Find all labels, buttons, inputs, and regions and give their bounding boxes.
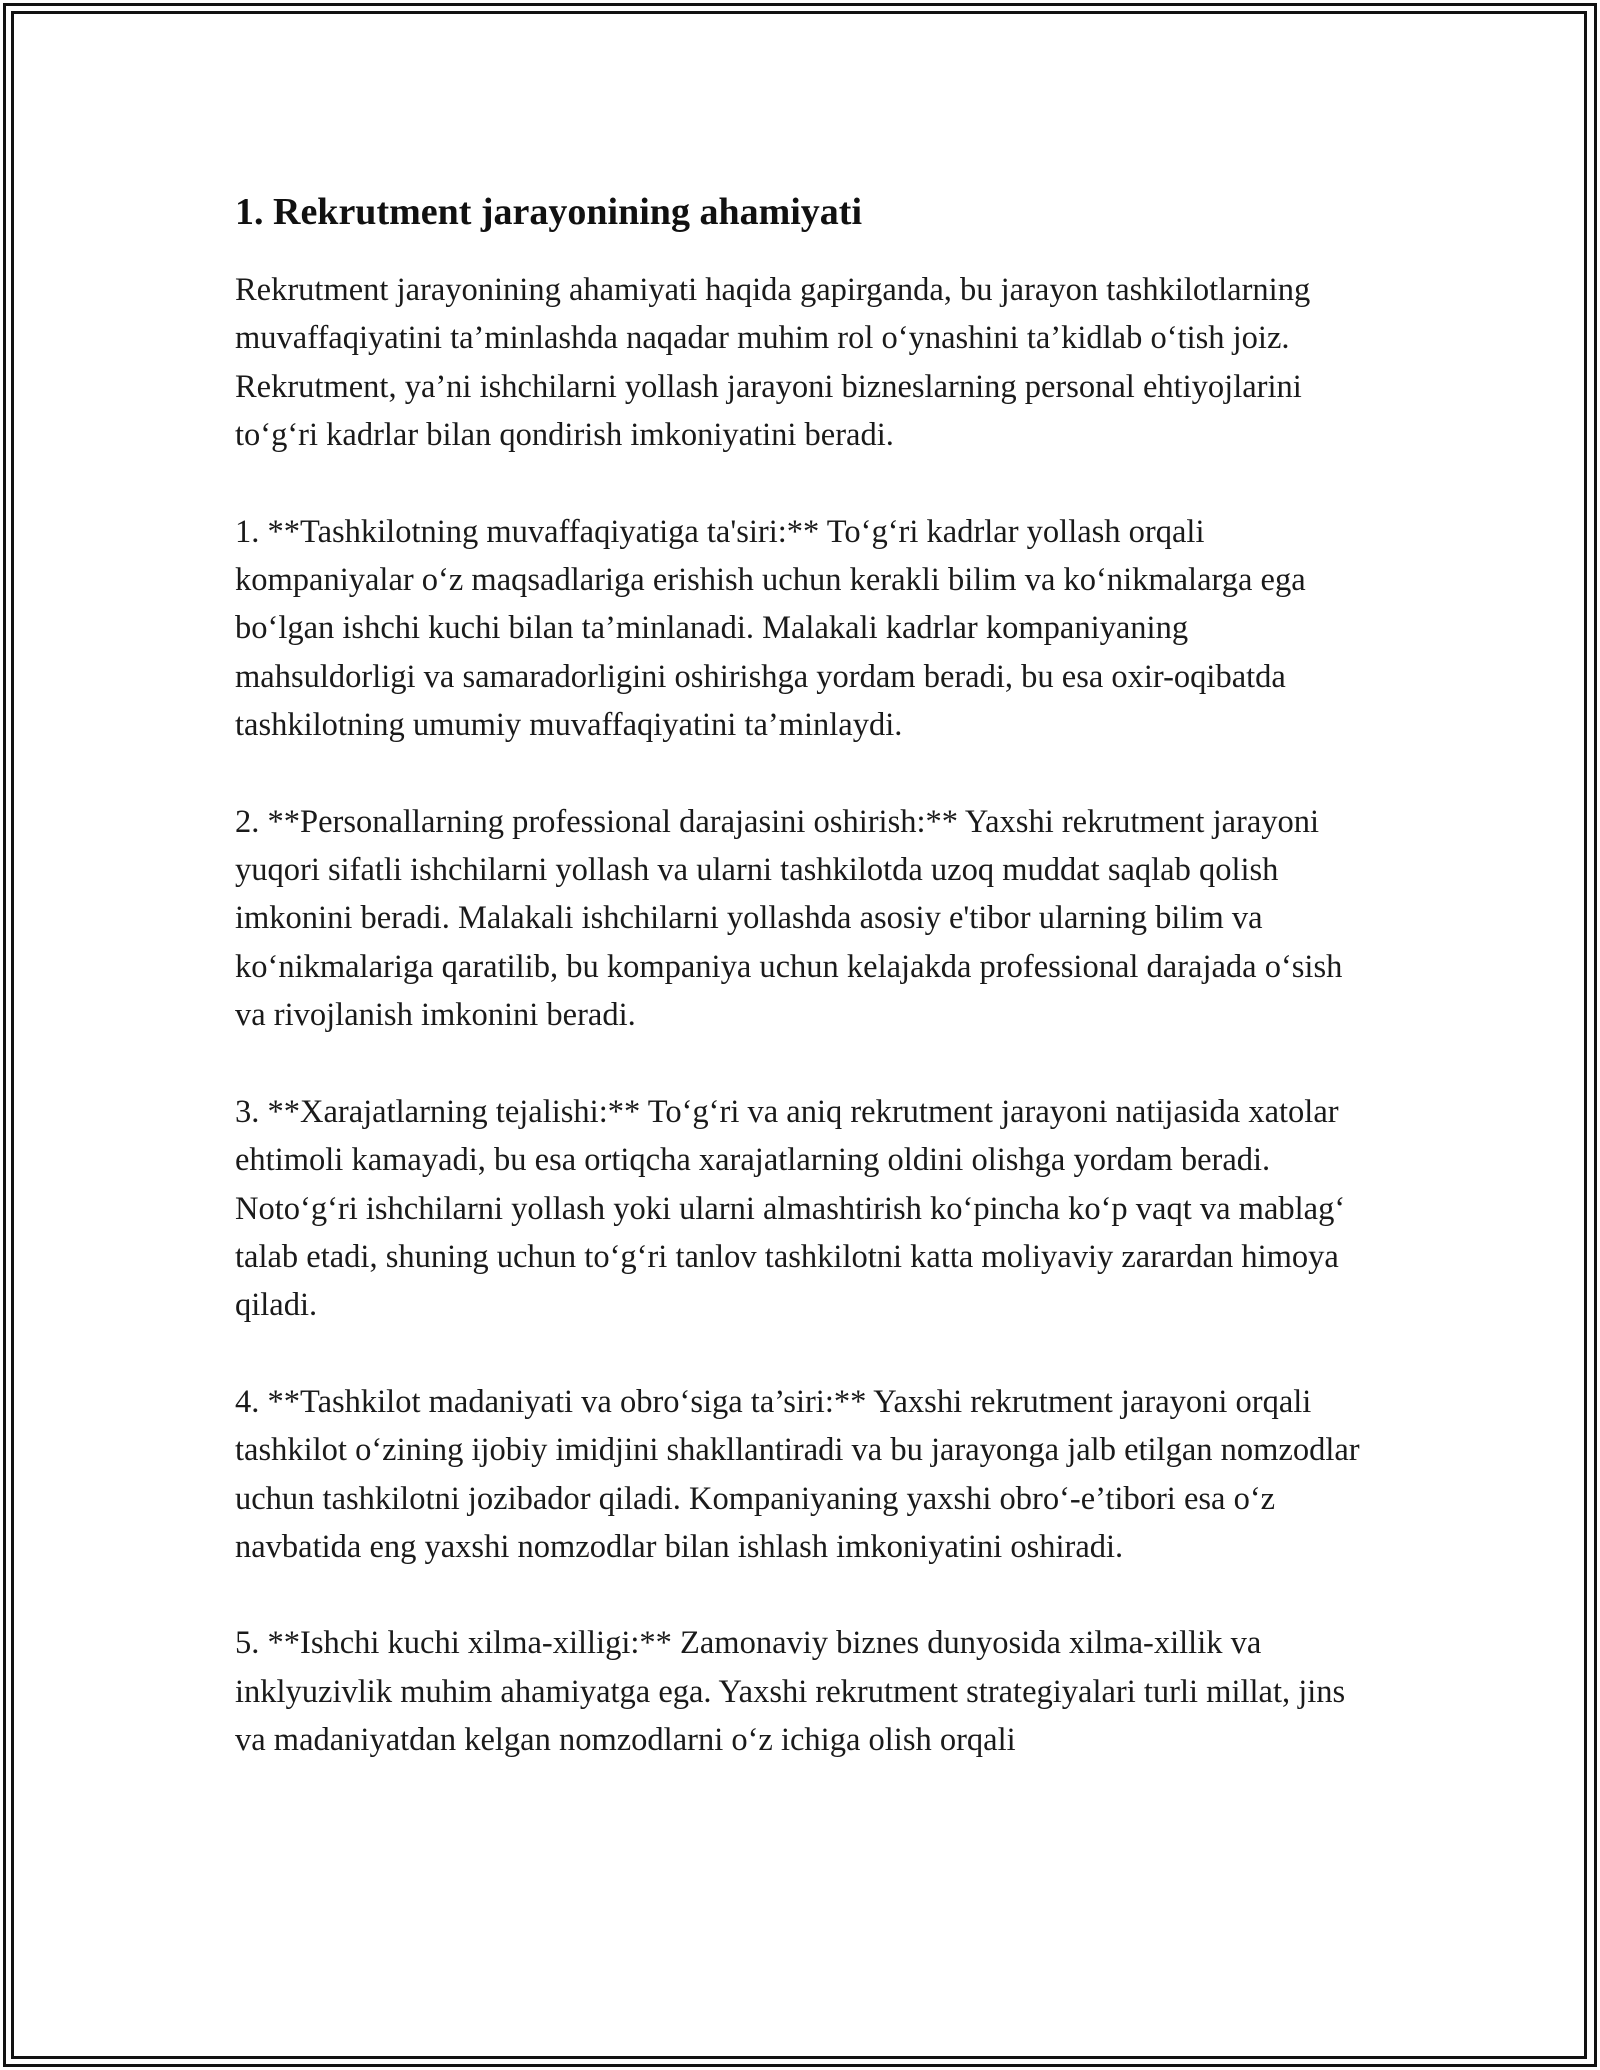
paragraph-point-5: 5. **Ishchi kuchi xilma-xilligi:** Zamonaviy biznes dunyosida xilma-xillik va inklyuzivlik muhim ahamiyatga ega. Yaxshi rekrutment strategiyalari turli millat, jins va madaniyatdan kelgan nomzodlarni o‘z ichiga olish orqali: [235, 1625, 1346, 1759]
paragraph-point-1: 1. **Tashkilotning muvaffaqiyatiga ta'siri:** To‘g‘ri kadrlar yollash orqali kompaniyalar o‘z maqsadlariga erishish uchun kerakli bilim va ko‘nikmalarga ega bo‘lgan ishchi kuchi bilan ta’minlanadi. Malakali kadrlar kompaniyaning mahsuldorligi va samaradorligini oshirishga yordam beradi, bu esa oxir-oqibatda tashkilotning umumiy muvaffaqiyatini ta’minlaydi.: [235, 513, 1306, 744]
paragraph-point-3: 3. **Xarajatlarning tejalishi:** To‘g‘ri va aniq rekrutment jarayoni natijasida xatolar ehtimoli kamayadi, bu esa ortiqcha xarajatlarning oldini olishga yordam beradi. Noto‘g‘ri ishchilarni yollash yoki ularni almashtirish ko‘pincha ko‘p vaqt va mablag‘ talab etadi, shuning uchun to‘g‘ri tanlov tashkilotni katta moliyaviy zarardan himoya qiladi.: [235, 1093, 1346, 1324]
paragraph-intro: Rekrutment jarayonining ahamiyati haqida gapirganda, bu jarayon tashkilotlarning muvaffaqiyatini ta’minlashda naqadar muhim rol o‘ynashini ta’kidlab o‘tish joiz. Rekrutment, ya’ni ishchilarni yollash jarayoni bizneslarning personal ehtiyojlarini to‘g‘ri kadrlar bilan qondirish imkoniyatini beradi.: [235, 272, 1311, 454]
section-heading: 1. Rekrutment jarayonining ahamiyati: [235, 191, 862, 233]
paragraph-point-2: 2. **Personallarning professional darajasini oshirish:** Yaxshi rekrutment jarayoni yuqori sifatli ishchilarni yollash va ularni tashkilotda uzoq muddat saqlab qolish imkonini beradi. Malakali ishchilarni yollashda asosiy e'tibor ularning bilim va ko‘nikmalariga qaratilib, bu kompaniya uchun kelajakda professional darajada o‘sish va rivojlanish imkonini beradi.: [235, 803, 1343, 1034]
paragraph-point-4: 4. **Tashkilot madaniyati va obro‘siga ta’siri:** Yaxshi rekrutment jarayoni orqali tashkilot o‘zining ijobiy imidjini shakllantiradi va bu jarayonga jalb etilgan nomzodlar uchun tashkilotni jozibador qiladi. Kompaniyaning yaxshi obro‘-e’tibori esa o‘z navbatida eng yaxshi nomzodlar bilan ishlash imkoniyatini oshiradi.: [235, 1383, 1360, 1565]
document-body: [235, 182, 1375, 1765]
